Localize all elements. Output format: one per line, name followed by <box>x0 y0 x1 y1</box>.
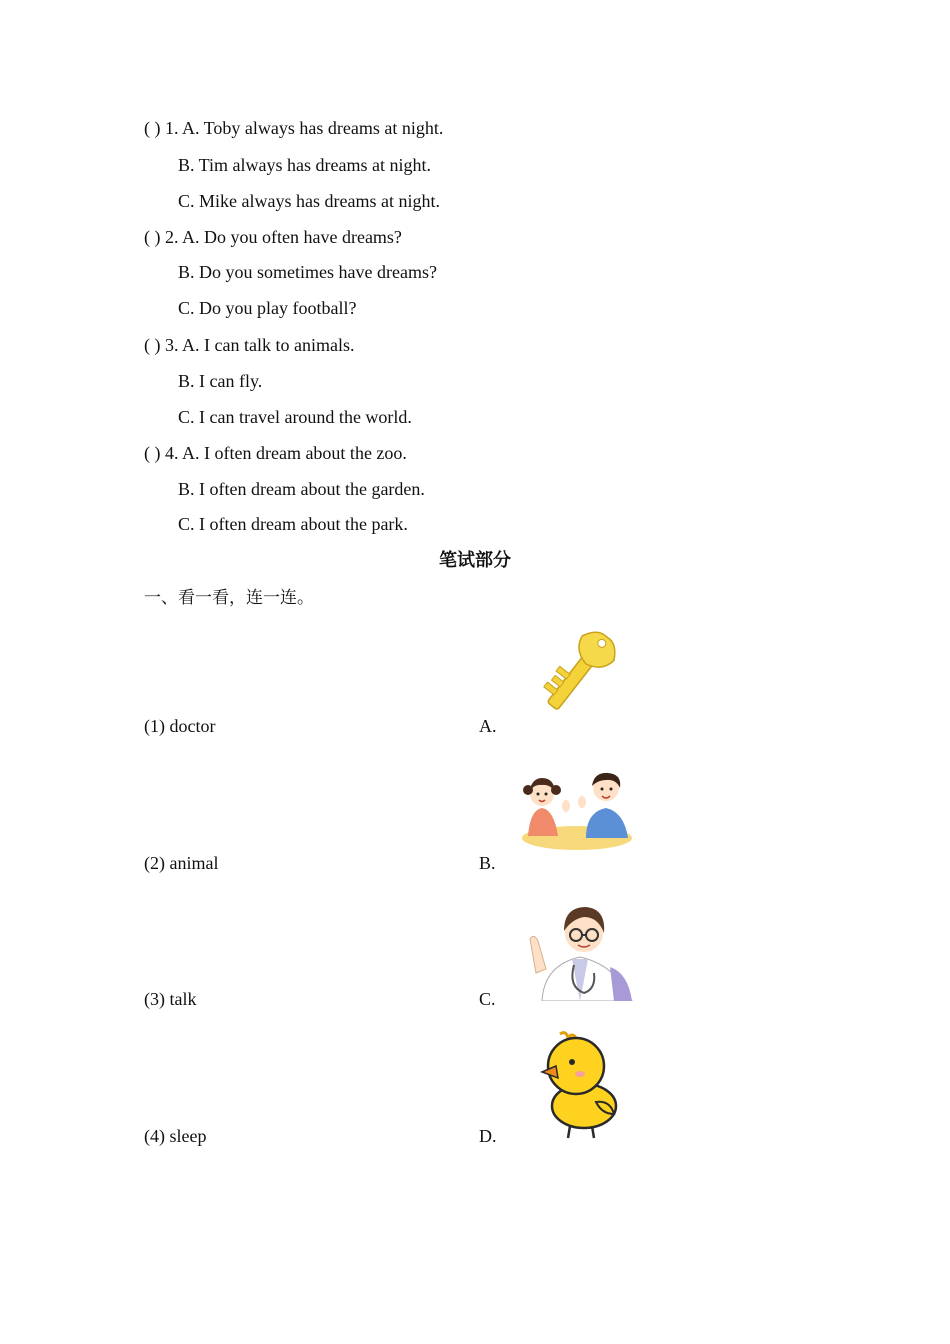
question-2-option-b: B. Do you sometimes have dreams? <box>178 262 437 282</box>
question-3-option-b: B. I can fly. <box>178 371 263 391</box>
letter-d: D. <box>479 1126 497 1146</box>
question-1-option-b: B. Tim always has dreams at night. <box>178 155 431 175</box>
letter-c: C. <box>479 989 496 1009</box>
letter-a: A. <box>479 716 497 736</box>
word-4: (4) sleep <box>144 1126 207 1146</box>
section-1-heading: 一、看一看，连一连。 <box>144 588 314 608</box>
question-1: ( ) 1. A. Toby always has dreams at night. <box>144 118 444 138</box>
section-title: 笔试部分 <box>439 550 511 571</box>
duckling-icon <box>536 1030 624 1140</box>
kids-talking-icon <box>520 766 634 856</box>
question-1-option-c: C. Mike always has dreams at night. <box>178 191 440 211</box>
question-2: ( ) 2. A. Do you often have dreams? <box>144 227 402 247</box>
question-4-option-c: C. I often dream about the park. <box>178 514 408 534</box>
question-4-option-b: B. I often dream about the garden. <box>178 479 425 499</box>
letter-b: B. <box>479 853 496 873</box>
word-2: (2) animal <box>144 853 219 873</box>
key-icon <box>530 626 622 722</box>
question-4: ( ) 4. A. I often dream about the zoo. <box>144 443 407 463</box>
question-3-option-c: C. I can travel around the world. <box>178 407 412 427</box>
word-1: (1) doctor <box>144 716 216 736</box>
word-3: (3) talk <box>144 989 197 1009</box>
question-3: ( ) 3. A. I can talk to animals. <box>144 335 355 355</box>
question-2-option-c: C. Do you play football? <box>178 298 357 318</box>
doctor-icon <box>524 893 634 1001</box>
